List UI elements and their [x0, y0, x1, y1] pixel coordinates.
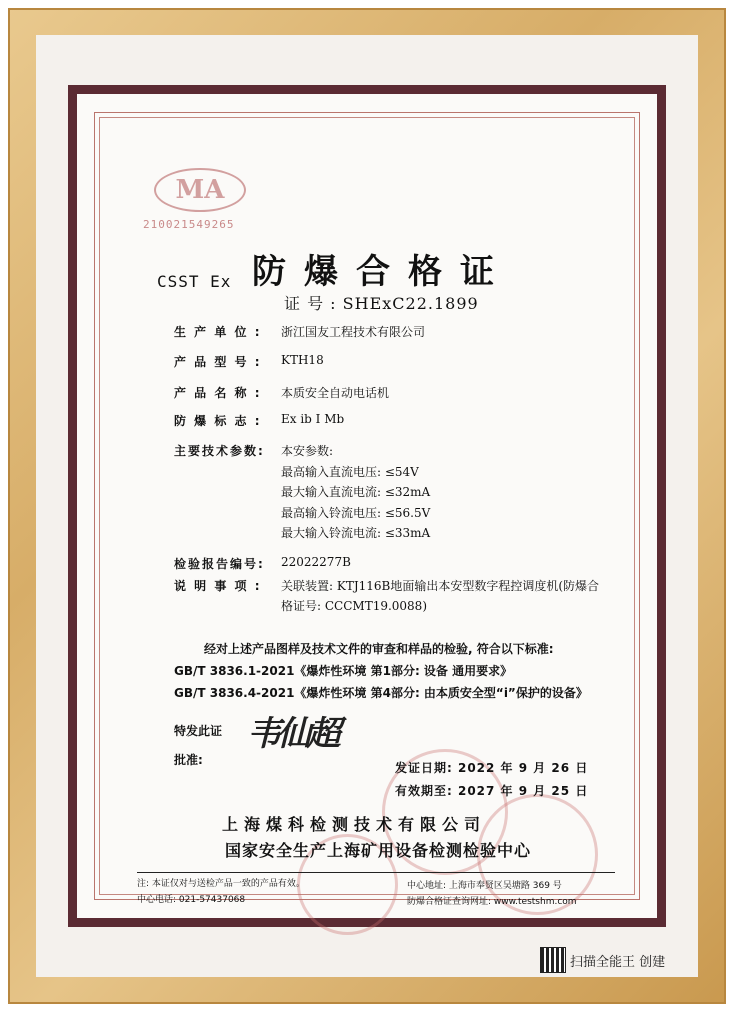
certificate-number: 证 号 : SHExC22.1899: [284, 294, 479, 313]
field-label-ex-marking: 防 爆 标 志 :: [174, 414, 262, 428]
notes-label: 说 明 事 项 :: [174, 579, 262, 593]
footer-query-url: 防爆合格证查询网址: www.testshm.com: [407, 897, 577, 907]
field-value-ex-marking: Ex ib I Mb: [281, 412, 345, 426]
frame-mat: [36, 35, 698, 977]
certificate: [68, 85, 666, 927]
issue-date: 发证日期: 2022 年 9 月 26 日: [395, 761, 589, 775]
signature: 韦仙超: [247, 714, 337, 754]
ma-number: 210021549265: [143, 218, 235, 231]
standard-line: GB/T 3836.4-2021《爆炸性环境 第4部分: 由本质安全型“i”保护的设备》: [174, 686, 588, 700]
footer-phone: 中心电话: 021-57437068: [137, 895, 246, 905]
conformity-statement: 经对上述产品图样及技术文件的审查和样品的检验, 符合以下标准:: [204, 642, 554, 656]
tech-param-line: 最高输入直流电压: ≤54V: [281, 465, 419, 479]
qr-code-icon: [540, 947, 566, 973]
csst-ex-prefix: CSST Ex: [157, 272, 232, 291]
tech-params-label: 主要技术参数:: [174, 444, 265, 458]
notes-line: 格证号: CCCMT19.0088): [281, 599, 427, 613]
tech-param-line: 最大输入铃流电流: ≤33mA: [281, 526, 431, 540]
field-value-product-name: 本质安全自动电话机: [281, 386, 390, 400]
report-number-label: 检验报告编号:: [174, 557, 265, 571]
tech-param-line: 最大输入直流电流: ≤32mA: [281, 485, 431, 499]
issuing-center: 国家安全生产上海矿用设备检测检验中心: [225, 841, 532, 860]
footer-address: 中心地址: 上海市奉贤区吴塘路 369 号: [407, 881, 562, 891]
tech-param-line: 最高输入铃流电压: ≤56.5V: [281, 506, 431, 520]
issue-label: 特发此证: [174, 724, 223, 738]
tech-param-line: 本安参数:: [281, 444, 334, 458]
approve-label: 批准:: [174, 753, 203, 767]
notes-line: 关联装置: KTJ116B地面输出本安型数字程控调度机(防爆合: [281, 579, 600, 593]
valid-until-date: 有效期至: 2027 年 9 月 25 日: [395, 784, 589, 798]
field-value-manufacturer: 浙江国友工程技术有限公司: [281, 325, 426, 339]
field-label-product-name: 产 品 名 称 :: [174, 386, 262, 400]
standard-line: GB/T 3836.1-2021《爆炸性环境 第1部分: 设备 通用要求》: [174, 664, 513, 678]
picture-frame: [8, 8, 726, 1004]
field-value-model: KTH18: [281, 353, 324, 367]
scanner-watermark: 扫描全能王 创建: [570, 955, 666, 970]
field-label-model: 产 品 型 号 :: [174, 355, 262, 369]
issuing-organization: 上海煤科检测技术有限公司: [222, 815, 487, 834]
certificate-title: 防爆合格证: [252, 252, 512, 292]
ma-mark: MA: [154, 168, 246, 212]
field-label-manufacturer: 生 产 单 位 :: [174, 325, 262, 339]
footer-divider: [137, 872, 615, 873]
report-number-value: 22022277B: [281, 555, 351, 569]
footer-note: 注: 本证仅对与送检产品一致的产品有效。: [137, 879, 305, 889]
